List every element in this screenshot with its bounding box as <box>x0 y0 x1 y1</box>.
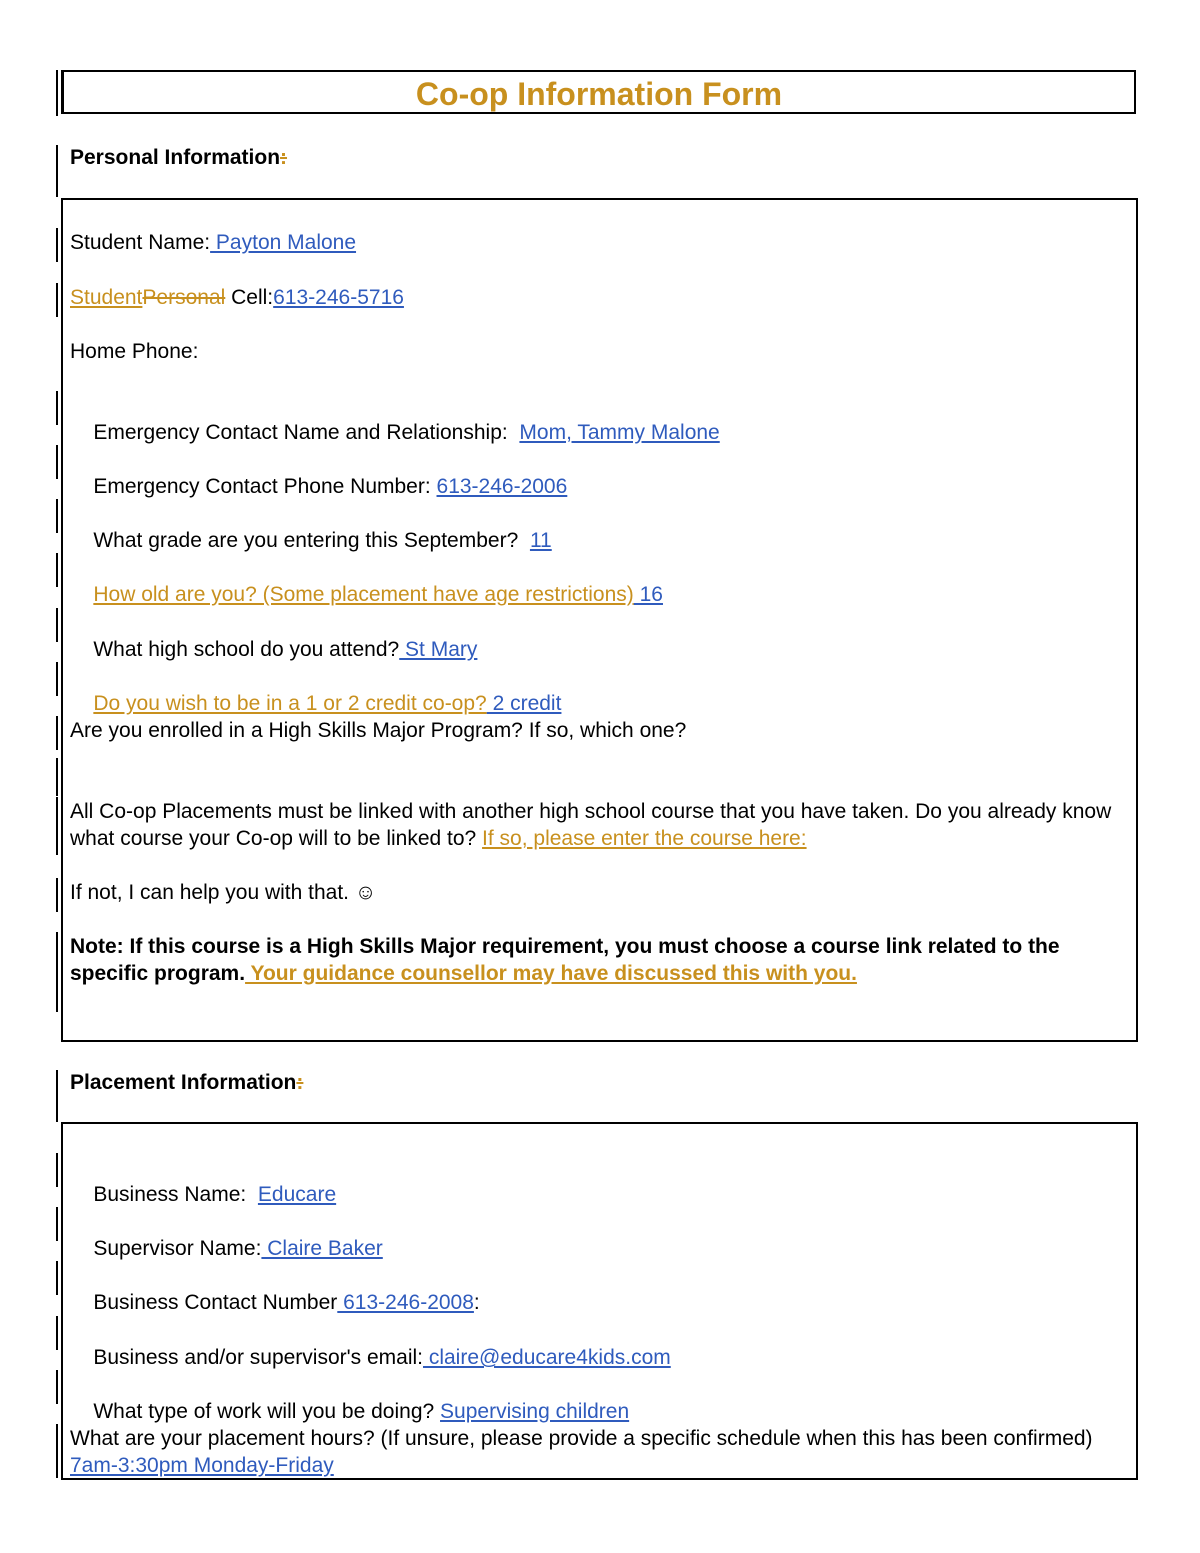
deleted-colon: : <box>280 146 288 169</box>
change-bar <box>56 553 58 587</box>
hours-value[interactable]: 7am-3:30pm Monday-Friday <box>70 1454 334 1477</box>
change-bar <box>56 662 58 696</box>
change-bar <box>56 932 58 1012</box>
business-name-value[interactable]: Educare <box>257 1183 337 1206</box>
change-bar <box>56 797 58 855</box>
school-value[interactable]: St Mary <box>399 638 478 661</box>
title-box <box>61 70 1136 114</box>
change-bar <box>56 1153 58 1187</box>
change-bar <box>56 391 58 425</box>
hours-paragraph <box>70 1425 1120 1479</box>
work-type-value[interactable]: Supervising children <box>440 1400 630 1423</box>
cell-label: Cell: <box>225 286 274 309</box>
change-bar <box>56 1370 58 1404</box>
linked-inserted: If so, please enter the course here: <box>482 827 807 850</box>
change-bar <box>56 70 58 116</box>
age-label: How old are you? (Some placement have age restrictions) <box>93 583 634 606</box>
change-bar <box>56 1424 58 1478</box>
change-bar <box>56 1261 58 1295</box>
work-type-label: What type of work will you be doing? <box>93 1400 441 1423</box>
personal-heading-text: Personal Information <box>70 146 281 169</box>
emergency-name-label: Emergency Contact Name and Relationship: <box>93 421 520 444</box>
change-bar <box>56 1070 58 1122</box>
change-bar <box>56 1207 58 1241</box>
business-contact-suffix: : <box>473 1291 480 1314</box>
business-contact-value[interactable]: 613-246-2008 <box>337 1291 474 1314</box>
hsm-line <box>70 717 686 744</box>
change-bar <box>56 716 58 750</box>
cell-line <box>70 284 404 311</box>
change-bar <box>56 1316 58 1350</box>
change-bar <box>56 499 58 533</box>
home-phone-label: Home Phone: <box>70 340 199 363</box>
deleted-text: Personal <box>142 286 226 309</box>
student-name-line <box>70 229 356 256</box>
emergency-phone-value[interactable]: 613-246-2006 <box>436 475 568 498</box>
business-name-label: Business Name: <box>93 1183 258 1206</box>
note-inserted: Your guidance counsellor may have discussed this with you. <box>245 962 857 985</box>
placement-info-heading <box>70 1071 303 1095</box>
linked-text: All Co-op Placements must be linked with another high school course that you have taken. Do you already know what course your Co-op will to be linked to? <box>70 800 1112 850</box>
change-bar <box>56 145 58 197</box>
change-bar <box>56 758 58 796</box>
email-value[interactable]: claire@educare4kids.com <box>423 1346 671 1369</box>
placement-heading-text: Placement Information <box>70 1071 297 1094</box>
deleted-colon: : <box>296 1071 304 1094</box>
note-paragraph <box>70 933 1120 987</box>
email-label: Business and/or supervisor's email: <box>93 1346 423 1369</box>
linked-course-paragraph <box>70 798 1120 852</box>
supervisor-value[interactable]: Claire Baker <box>261 1237 383 1260</box>
change-bar <box>56 228 58 262</box>
student-name-value[interactable]: Payton Malone <box>210 231 357 254</box>
form-title: Co-op Information Form <box>415 76 783 112</box>
note-text: Note: If this course is a High Skills Major requirement, you must choose a course link related to the specific program. <box>70 935 1060 985</box>
hours-label: What are your placement hours? (If unsure, please provide a specific schedule when this has been confirmed) <box>70 1427 1093 1450</box>
business-contact-label: Business Contact Number <box>93 1291 338 1314</box>
change-bar <box>56 445 58 479</box>
emergency-name-value[interactable]: Mom, Tammy Malone <box>519 421 720 444</box>
home-phone-line <box>70 338 198 365</box>
change-bar <box>56 608 58 642</box>
emergency-phone-label: Emergency Contact Phone Number: <box>93 475 437 498</box>
change-bar <box>56 878 58 912</box>
help-text: If not, I can help you with that. ☺ <box>70 881 377 904</box>
change-bar <box>56 283 58 317</box>
cell-value[interactable]: 613-246-5716 <box>273 286 404 309</box>
grade-value[interactable]: 11 <box>529 529 552 552</box>
hsm-label: Are you enrolled in a High Skills Major Program? If so, which one? <box>70 719 687 742</box>
help-line <box>70 879 376 906</box>
inserted-text: Student <box>70 286 143 309</box>
credit-label: Do you wish to be in a 1 or 2 credit co-op? <box>93 692 487 715</box>
school-label: What high school do you attend? <box>93 638 400 661</box>
supervisor-label: Supervisor Name: <box>93 1237 262 1260</box>
grade-label: What grade are you entering this September? <box>93 529 530 552</box>
age-value[interactable]: 16 <box>633 583 663 606</box>
credit-value[interactable]: 2 credit <box>486 692 562 715</box>
student-name-label: Student Name: <box>70 231 211 254</box>
personal-info-heading <box>70 146 287 170</box>
